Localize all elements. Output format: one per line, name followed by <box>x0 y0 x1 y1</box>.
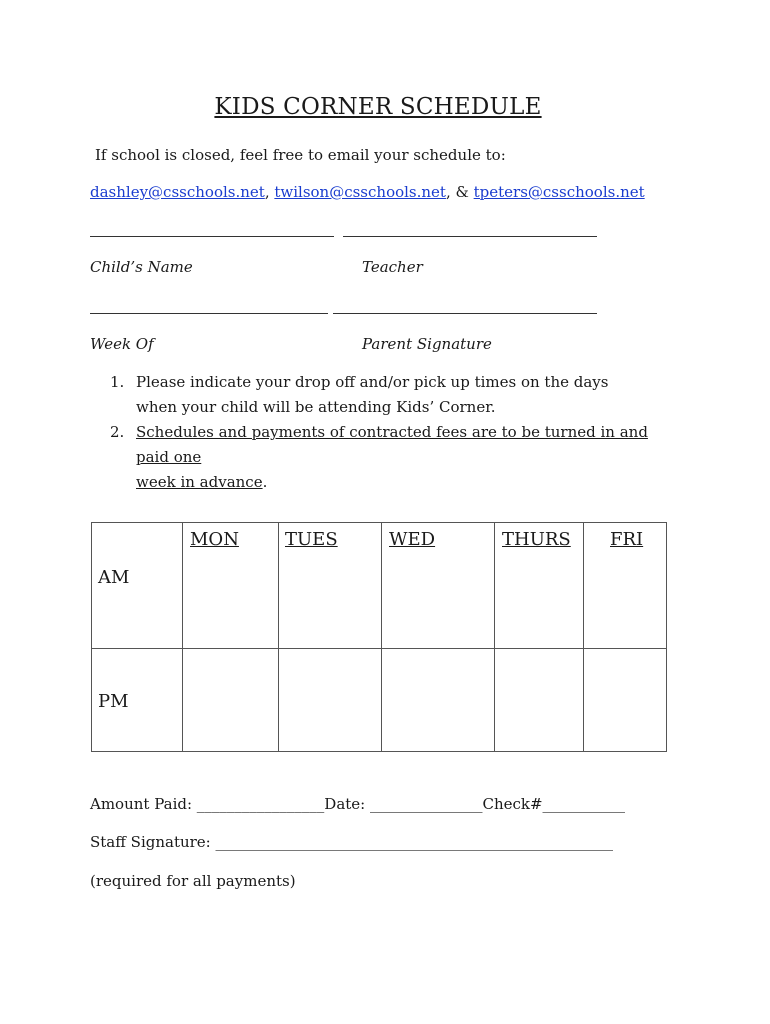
payment-line[interactable]: Amount Paid: _________________Date: _______________Check#___________ <box>90 795 626 813</box>
teacher-label: Teacher <box>362 258 423 276</box>
childs-name-label: Child’s Name <box>90 258 193 276</box>
day-header-thurs: THURS <box>502 529 571 550</box>
instruction-item <box>110 370 670 420</box>
email-link-tpeters[interactable]: tpeters@csschools.net <box>473 183 645 201</box>
day-header-fri: FRI <box>610 529 644 550</box>
fri-pm-cell[interactable] <box>584 649 667 752</box>
pm-label: PM <box>98 691 129 712</box>
mon-am-cell[interactable] <box>183 523 279 649</box>
mon-pm-cell[interactable] <box>183 649 279 752</box>
staff-signature-line[interactable]: Staff Signature: _____________________________________________________ <box>90 833 614 851</box>
instruction-text: week in advance <box>136 473 263 491</box>
tues-am-cell[interactable] <box>279 523 382 649</box>
instructions-list <box>110 370 670 495</box>
table-row <box>92 649 667 752</box>
email-link-twilson[interactable]: twilson@csschools.net <box>274 183 446 201</box>
email-list <box>90 183 645 201</box>
fri-am-cell[interactable] <box>584 523 667 649</box>
week-of-line[interactable] <box>90 313 328 314</box>
intro-text: If school is closed, feel free to email your schedule to: <box>95 146 506 164</box>
wed-pm-cell[interactable] <box>382 649 495 752</box>
payment-note: (required for all payments) <box>90 872 296 890</box>
instruction-text: Please indicate your drop off and/or pick up times on the days <box>136 373 609 391</box>
thurs-pm-cell[interactable] <box>495 649 584 752</box>
email-separator: , & <box>445 183 474 201</box>
schedule-table <box>91 522 667 752</box>
pm-label-cell <box>92 649 183 752</box>
thurs-am-cell[interactable] <box>495 523 584 649</box>
childs-name-line[interactable] <box>90 236 334 237</box>
instruction-punctuation: . <box>262 473 268 491</box>
instruction-text: Schedules and payments of contracted fees are to be turned in and paid one <box>136 423 648 466</box>
instruction-number: 2. <box>110 423 125 441</box>
email-link-dashley[interactable]: dashley@csschools.net <box>90 183 265 201</box>
parent-signature-line[interactable] <box>333 313 597 314</box>
day-header-tues: TUES <box>285 529 338 550</box>
instruction-number: 1. <box>110 373 125 391</box>
week-of-label: Week Of <box>90 335 154 353</box>
day-header-wed: WED <box>389 529 436 550</box>
wed-am-cell[interactable] <box>382 523 495 649</box>
tues-pm-cell[interactable] <box>279 649 382 752</box>
teacher-line[interactable] <box>343 236 597 237</box>
email-separator: , <box>264 183 275 201</box>
am-label-cell <box>92 523 183 649</box>
table-row <box>92 523 667 649</box>
instruction-item <box>110 420 670 495</box>
instruction-text: when your child will be attending Kids’ Corner. <box>136 398 496 416</box>
page-title: KIDS CORNER SCHEDULE <box>214 94 542 120</box>
am-label: AM <box>98 567 130 588</box>
day-header-mon: MON <box>190 529 239 550</box>
parent-signature-label: Parent Signature <box>362 335 492 353</box>
